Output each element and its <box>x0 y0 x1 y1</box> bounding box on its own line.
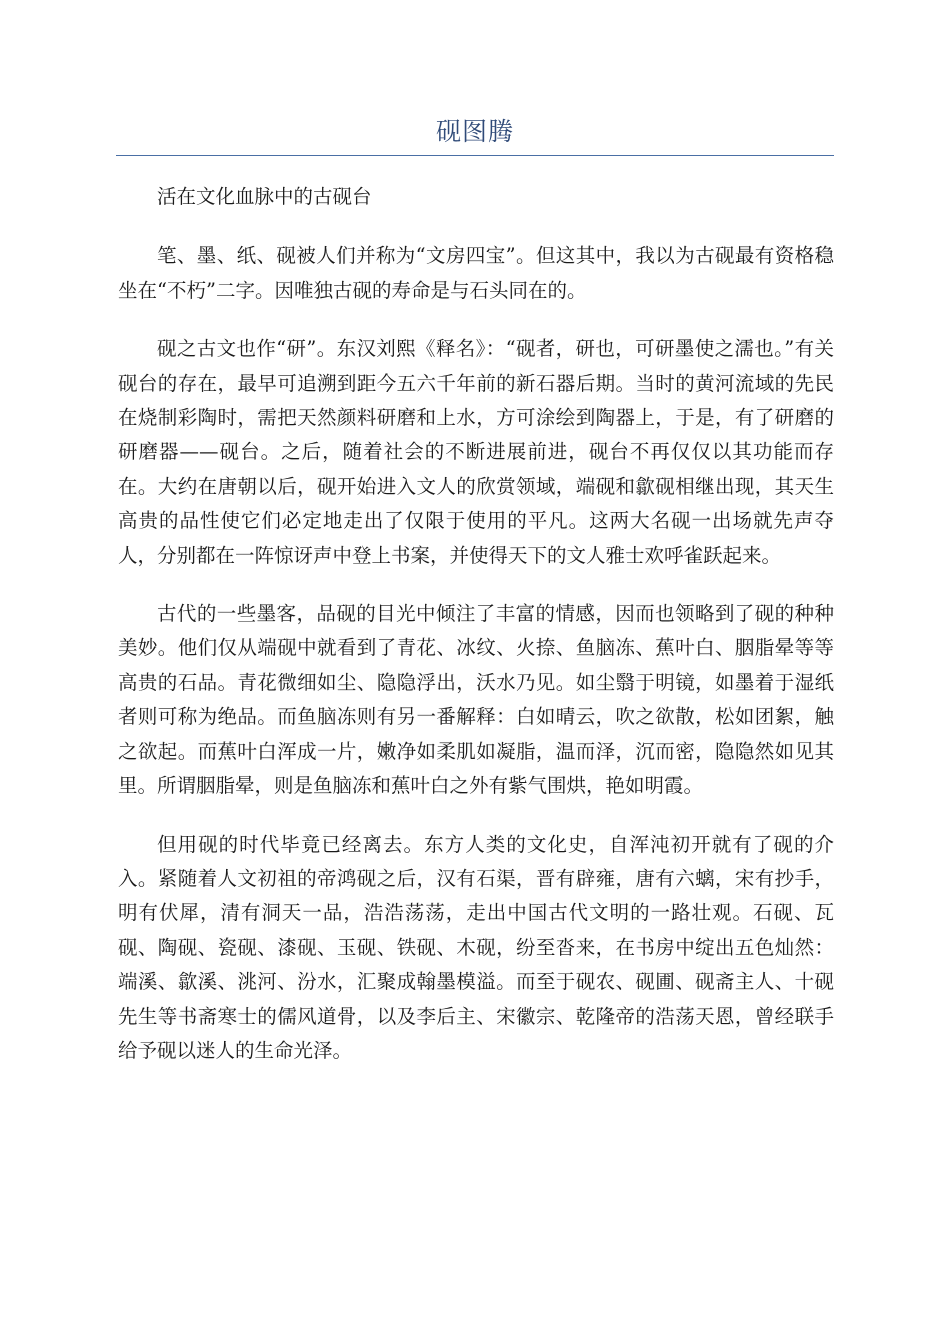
document-subtitle: 活在文化血脉中的古砚台 <box>157 185 372 208</box>
title-underline <box>116 155 834 156</box>
title-container <box>116 112 834 152</box>
paragraph-1: 笔、墨、纸、砚被人们并称为“文房四宝”。但这其中，我以为古砚最有资格稳坐在“不朽”二字。因唯独古砚的寿命是与石头同在的。 <box>118 244 834 302</box>
document-title: 砚图腾 <box>435 117 514 146</box>
paragraph-2: 砚之古文也作“研”。东汉刘熙《释名》：“砚者，研也，可研墨使之濡也。”有关砚台的存在，最早可追溯到距今五六千年前的新石器后期。当时的黄河流域的先民在烧制彩陶时，需把天然颜料研磨和上水，方可涂绘到陶器上，于是，有了研磨的研磨器——砚台。之后，随着社会的不断进展前进，砚台不再仅仅以其功能而存在。大约在唐朝以后，砚开始进入文人的欣赏领域，端砚和歙砚相继出现，其天生高贵的品性使它们必定地走出了仅限于使用的平凡。这两大名砚一出场就先声夺人，分别都在一阵惊讶声中登上书案，并使得天下的文人雅士欢呼雀跃起来。 <box>118 337 834 567</box>
paragraph-3: 古代的一些墨客，品砚的目光中倾注了丰富的情感，因而也领略到了砚的种种美妙。他们仅从端砚中就看到了青花、冰纹、火捺、鱼脑冻、蕉叶白、胭脂晕等等高贵的石品。青花微细如尘、隐隐浮出，沃水乃见。如尘翳于明镜，如墨着于湿纸者则可称为绝品。而鱼脑冻则有另一番解释：白如晴云，吹之欲散，松如团絮，触之欲起。而蕉叶白浑成一片，嫩净如柔肌如凝脂，温而泽，沉而密，隐隐然如见其里。所谓胭脂晕，则是鱼脑冻和蕉叶白之外有紫气围烘，艳如明霞。 <box>118 602 834 798</box>
document-body <box>118 180 834 1092</box>
paragraph-4: 但用砚的时代毕竟已经离去。东方人类的文化史，自浑沌初开就有了砚的介入。紧随着人文初祖的帝鸿砚之后，汉有石渠，晋有辟雍，唐有六螭，宋有抄手，明有伏犀，清有洞天一品，浩浩荡荡，走出中国古代文明的一路壮观。石砚、瓦砚、陶砚、瓷砚、漆砚、玉砚、铁砚、木砚，纷至沓来，在书房中绽出五色灿然：端溪、歙溪、洮河、汾水，汇聚成翰墨模溢。而至于砚农、砚圃、砚斋主人、十砚先生等书斋寒士的儒风道骨，以及李后主、宋徽宗、乾隆帝的浩荡天恩，曾经联手给予砚以迷人的生命光泽。 <box>118 832 834 1062</box>
